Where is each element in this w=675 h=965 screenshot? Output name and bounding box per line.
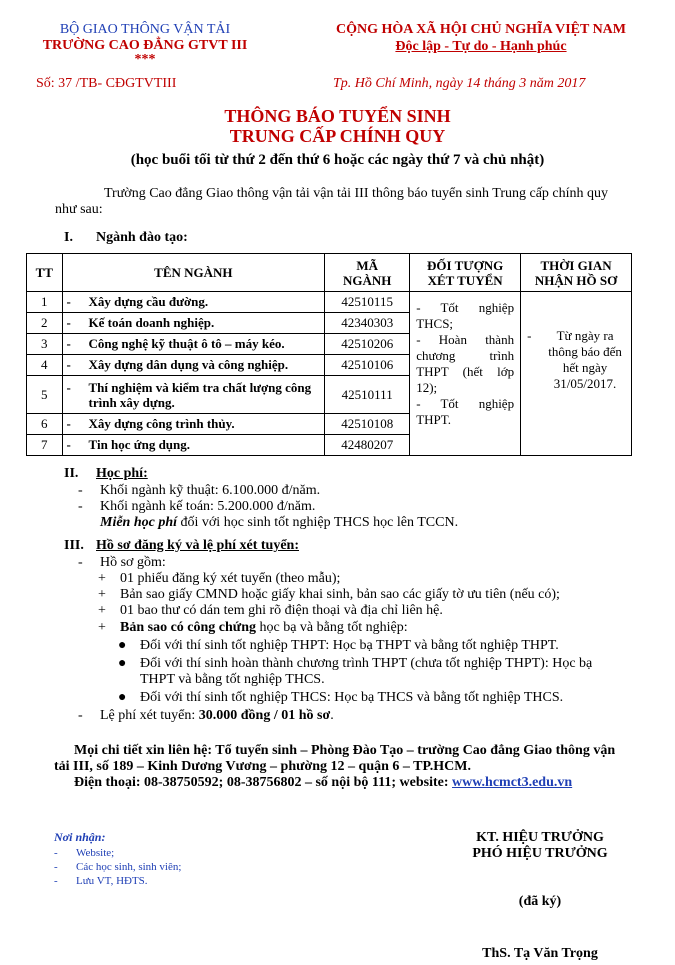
header-stars: *** [134, 52, 156, 67]
section3-number: III. [64, 538, 84, 553]
row-name: - Công nghệ kỹ thuật ô tô – máy kéo. [62, 334, 325, 355]
row-code: 42510106 [325, 355, 410, 376]
object-item: - Tốt nghiệp THPT. [416, 396, 515, 427]
recipients-title: Nơi nhận: [54, 830, 106, 844]
section1-number: I. [64, 230, 73, 245]
tuition-item: - Khối ngành kế toán: 5.200.000 đ/năm. [78, 499, 316, 514]
recipient-item: - Website; [54, 847, 115, 859]
row-name: - Thí nghiệm và kiểm tra chất lượng công trình xây dựng. [62, 376, 325, 414]
row-code: 42510108 [325, 414, 410, 435]
row-name: - Xây dựng dân dụng và công nghiệp. [62, 355, 325, 376]
row-code: 42510111 [325, 376, 410, 414]
nation-motto: Độc lập - Tự do - Hạnh phúc [395, 39, 567, 54]
header-name: TÊN NGÀNH [62, 254, 325, 292]
row-tt: 4 [27, 355, 63, 376]
signature-title2: PHÓ HIỆU TRƯỞNG [472, 846, 608, 861]
time-dash: - [527, 328, 532, 343]
row-name: - Kế toán doanh nghiệp. [62, 313, 325, 334]
recipients-list [54, 846, 181, 888]
row-name: - Tin học ứng dụng. [62, 435, 325, 456]
intro-line2: như sau: [55, 202, 103, 217]
tuition-note: Miễn học phí đối với học sinh tốt nghiệp THCS học lên TCCN. [100, 515, 459, 530]
dossier-heading: - Hồ sơ gồm: [78, 555, 166, 570]
fee-line: - Lệ phí xét tuyển: 30.000 đồng / 01 hồ sơ. [78, 708, 334, 723]
majors-table [26, 253, 632, 456]
tuition-item: - Khối ngành kỹ thuật: 6.100.000 đ/năm. [78, 483, 321, 498]
doc-title-line1: THÔNG BÁO TUYỂN SINH [224, 106, 451, 126]
section1-title: Ngành đào tạo: [96, 230, 188, 245]
row-name: - Xây dựng cầu đường. [62, 292, 325, 313]
row-tt: 6 [27, 414, 63, 435]
row-code: 42510206 [325, 334, 410, 355]
bullet-item: ● Đối với thí sinh hoàn thành chương trình THPT (chưa tốt nghiệp THPT): Học bạ [118, 656, 593, 671]
dossier-item: + Bản sao giấy CMND hoặc giấy khai sinh, bản sao các giấy tờ ưu tiên (nếu có); [98, 587, 560, 602]
row-code: 42480207 [325, 435, 410, 456]
header-tt: TT [27, 254, 63, 292]
row-tt: 5 [27, 376, 63, 414]
section2-title: Học phí: [96, 466, 148, 481]
contact-line1: Mọi chi tiết xin liên hệ: Tổ tuyển sinh – Phòng Đào Tạo – trường Cao đẳng Giao thông vận [74, 743, 616, 758]
signed-note: (đã ký) [518, 894, 562, 909]
dossier-item: + 01 phiếu đăng ký xét tuyển (theo mẫu); [98, 571, 341, 586]
header-code: MÃ NGÀNH [325, 254, 410, 292]
signature-title1: KT. HIỆU TRƯỞNG [476, 830, 604, 845]
row-tt: 1 [27, 292, 63, 313]
dossier-item: + 01 bao thư có dán tem ghi rõ điện thoại và địa chỉ liên hệ. [98, 603, 443, 618]
dossier-item: + Bản sao có công chứng học bạ và bằng tốt nghiệp: [98, 620, 408, 635]
header-objects: ĐỐI TƯỢNG XÉT TUYỂN [410, 254, 521, 292]
contact-line3: Điện thoại: 08-38750592; 08-38756802 – số nội bộ 111; website: www.hcmct3.edu.vn [74, 775, 573, 790]
nation-title: CỘNG HÒA XÃ HỘI CHỦ NGHĨA VIỆT NAM [335, 22, 626, 37]
bullet-continuation: THPT và bằng tốt nghiệp THCS. [140, 672, 325, 687]
doc-title-line2: TRUNG CẤP CHÍNH QUY [229, 126, 446, 146]
intro-line1: Trường Cao đẳng Giao thông vận tải vận tải III thông báo tuyển sinh Trung cấp chính quy [104, 186, 609, 201]
recipient-item: - Lưu VT, HĐTS. [54, 875, 148, 887]
contact-line2: tải III, số 189 – Kinh Dương Vương – phường 12 – quận 6 – TP.HCM. [54, 759, 471, 774]
recipient-item: - Các học sinh, sinh viên; [54, 861, 182, 873]
row-tt: 2 [27, 313, 63, 334]
place-date: Tp. Hồ Chí Minh, ngày 14 tháng 3 năm 2017 [333, 76, 586, 91]
row-tt: 3 [27, 334, 63, 355]
section3-title: Hồ sơ đăng ký và lệ phí xét tuyển: [96, 538, 299, 553]
object-item: - Tốt nghiệp THCS; [416, 300, 515, 331]
row-code: 42510115 [325, 292, 410, 313]
school-name: TRƯỜNG CAO ĐẲNG GTVT III [42, 38, 248, 53]
table-header-row [27, 254, 632, 292]
row-code: 42340303 [325, 313, 410, 334]
website-link[interactable]: www.hcmct3.edu.vn [452, 775, 573, 790]
submission-time [521, 292, 632, 456]
time-text: Từ ngày ra thông báo đến hết ngày 31/05/2017. [548, 328, 622, 391]
table-row [27, 292, 632, 313]
admission-objects [410, 292, 521, 456]
row-name: - Xây dựng công trình thủy. [62, 414, 325, 435]
document-number: Số: 37 /TB- CĐGTVTIII [36, 76, 177, 91]
bullet-item: ● Đối với thí sinh tốt nghiệp THPT: Học bạ THPT và bằng tốt nghiệp THPT. [118, 638, 559, 653]
signer-name: ThS. Tạ Văn Trọng [482, 946, 598, 961]
doc-subtitle: (học buổi tối từ thứ 2 đến thứ 6 hoặc các ngày thứ 7 và chủ nhật) [130, 152, 545, 168]
bullet-item: ● Đối với thí sinh tốt nghiệp THCS: Học bạ THCS và bằng tốt nghiệp THCS. [118, 690, 564, 705]
object-item: - Hoàn thành chương trình THPT (hết lớp 12); [416, 332, 515, 395]
header-time: THỜI GIAN NHẬN HỒ SƠ [521, 254, 632, 292]
row-tt: 7 [27, 435, 63, 456]
ministry-name: BỘ GIAO THÔNG VẬN TẢI [59, 22, 231, 37]
section2-number: II. [64, 466, 79, 481]
